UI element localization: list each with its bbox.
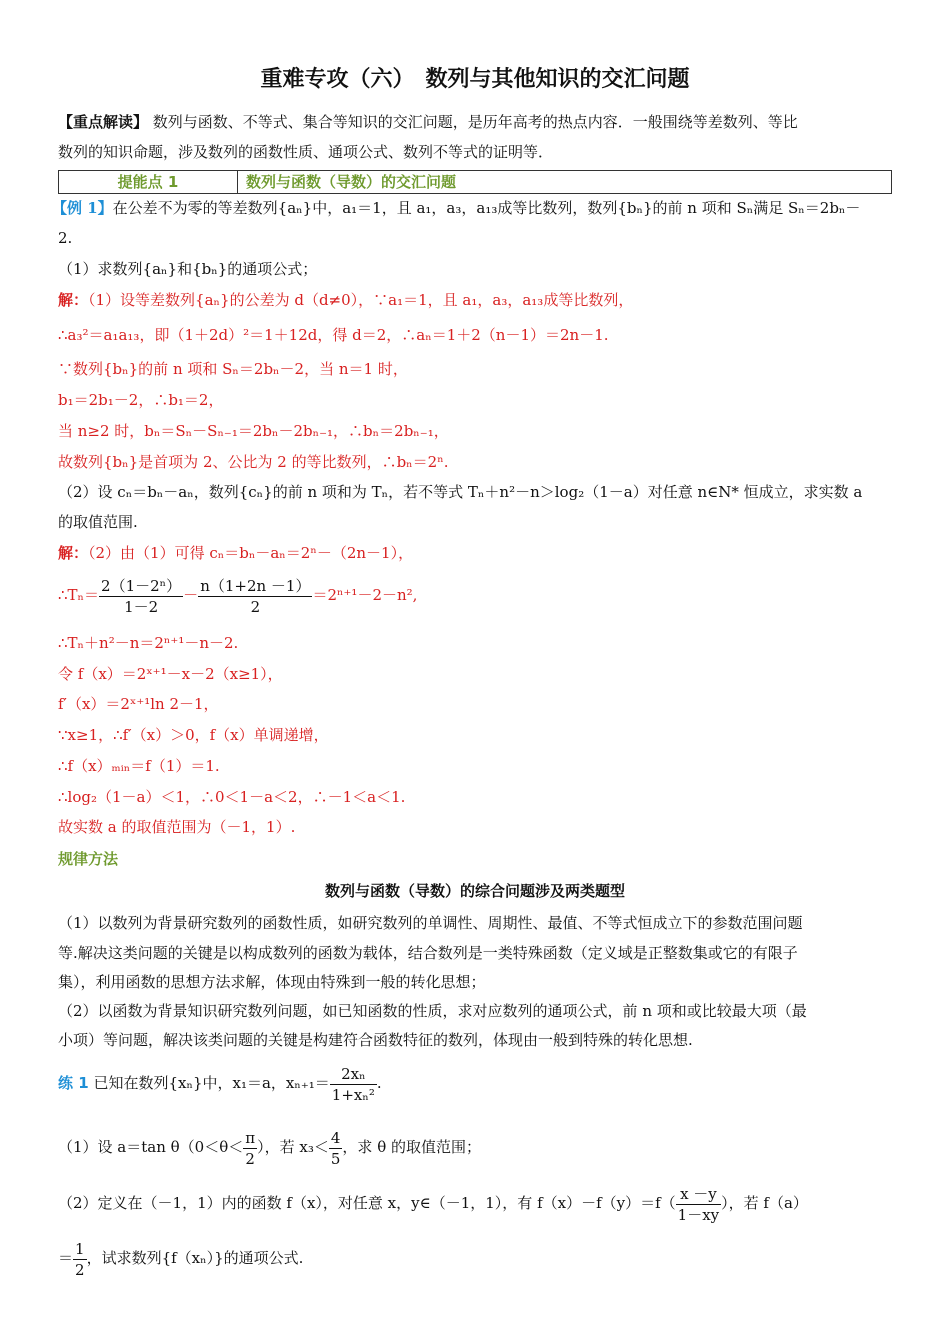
solution2-formula	[58, 574, 417, 617]
practice-fraction	[330, 1064, 377, 1105]
example-line-2: 2.	[58, 229, 73, 247]
practice-text: 已知在数列{xₙ}中，x₁＝a，xₙ₊₁＝	[93, 1074, 330, 1092]
section-label: 提能点 1	[59, 171, 238, 193]
method-p1-line-1: （1）以数列为背景研究数列的函数性质，如研究数列的单调性、周期性、最值、不等式恒成立下的参数范围问题	[58, 914, 803, 932]
practice-period: .	[376, 1074, 382, 1092]
solution2-line-9: 故实数 a 的取值范围为（－1，1）.	[58, 818, 296, 836]
practice-q3-pre: ＝	[58, 1249, 74, 1267]
solution-text-1: （1）设等差数列{aₙ}的公差为 d（d≠0），∵a₁＝1，且 a₁，a₃，a₁₃成等比数列，	[88, 291, 634, 309]
solution2-line-5: f′（x）＝2ˣ⁺¹ln 2－1，	[58, 695, 219, 713]
fraction-1	[99, 576, 183, 617]
section-table	[58, 170, 892, 194]
solution-line-3: ∵数列{bₙ}的前 n 项和 Sₙ＝2bₙ－2，当 n＝1 时，	[58, 360, 408, 378]
solution2-line-8: ∴log₂（1－a）＜1，∴0＜1－a＜2，∴－1＜a＜1.	[58, 788, 406, 806]
method-heading: 数列与函数（导数）的综合问题涉及两类题型	[324, 882, 625, 900]
fraction-2	[198, 576, 312, 617]
solution2-line-6: ∵x≥1，∴f′（x）＞0，f（x）单调递增，	[58, 726, 329, 744]
solution-line-5: 当 n≥2 时，bₙ＝Sₙ－Sₙ₋₁＝2bₙ－2bₙ₋₁，∴bₙ＝2bₙ₋₁，	[58, 422, 449, 440]
practice-q3-end: ，试求数列{f（xₙ）}的通项公式.	[86, 1249, 304, 1267]
half-fraction	[73, 1239, 87, 1280]
practice-q1-text: （1）设 a＝tan θ（0＜θ＜	[58, 1138, 244, 1156]
solution-line-6: 故数列{bₙ}是首项为 2、公比为 2 的等比数列，∴bₙ＝2ⁿ.	[58, 453, 449, 471]
section-heading: 数列与函数（导数）的交汇问题	[246, 173, 457, 191]
method-label: 规律方法	[58, 850, 119, 868]
solution-line-2: ∴a₃²＝a₁a₁₃，即（1＋2d）²＝1＋12d，得 d＝2，∴aₙ＝1＋2（n－1）＝2n－1.	[58, 326, 609, 344]
page-title: 重难专攻（六） 数列与其他知识的交汇问题	[260, 67, 690, 92]
practice-q1-mid: ），若 x₃＜	[257, 1138, 329, 1156]
practice-tag: 练 1	[58, 1074, 89, 1092]
intro-line-2: 数列的知识命题，涉及数列的函数性质、通项公式、数列不等式的证明等．	[58, 143, 554, 161]
xy-fraction	[676, 1184, 721, 1225]
solution2-line-3: ∴Tₙ＋n²－n＝2ⁿ⁺¹－n－2.	[58, 634, 239, 652]
half-numerator: 1	[75, 1239, 85, 1258]
formula-prefix: ∴Tₙ＝	[58, 586, 100, 604]
solution2-tag: 解：	[58, 544, 89, 562]
fraction-2-numerator: n（1+2n －1）	[200, 576, 311, 595]
practice-fraction-denominator: 1+xₙ²	[331, 1085, 375, 1104]
method-p1-line-2: 等.解决这类问题的关键是以构成数列的函数为载体，结合数列是一类特殊函数（定义域是正整数集或它的有限子	[58, 944, 798, 962]
method-p2-line-2: 小项）等问题，解决该类问题的关键是构建符合函数特征的数列，体现由一般到特殊的转化思想.	[58, 1031, 693, 1049]
solution-tag: 解：	[58, 291, 89, 309]
xy-fraction-numerator: x －y	[676, 1184, 721, 1205]
four-fifths-numerator: 4	[330, 1128, 341, 1147]
practice-fraction-numerator: 2xₙ	[330, 1064, 377, 1085]
solution2-line-7: ∴f（x）ₘᵢₙ＝f（1）＝1.	[58, 757, 220, 775]
practice-question-1	[58, 1124, 481, 1170]
practice-line-1	[58, 1060, 382, 1106]
formula-suffix: ＝2ⁿ⁺¹－2－n²,	[312, 586, 418, 604]
four-fifths-denominator: 5	[330, 1149, 341, 1168]
practice-q2-text: （2）定义在（－1，1）内的函数 f（x），对任意 x，y∈（－1，1），有 f（x）－f（y）＝f（	[58, 1194, 676, 1212]
solution-line-4: b₁＝2b₁－2，∴b₁＝2，	[58, 391, 224, 409]
intro-line-1	[58, 111, 798, 133]
practice-q1-end: ，求 θ 的取值范围；	[342, 1138, 481, 1156]
solution2-line-1	[58, 542, 413, 564]
fraction-2-denominator: 2	[250, 597, 261, 616]
method-p1-line-3: 集），利用函数的思想方法求解，体现由特殊到一般的转化思想；	[58, 973, 486, 991]
example-line-1	[52, 197, 860, 219]
solution2-text-1: （2）由（1）可得 cₙ＝bₙ－aₙ＝2ⁿ－（2n－1），	[88, 544, 414, 562]
intro-tag: 【重点解读】	[58, 113, 149, 131]
example-text-1: 在公差不为零的等差数列{aₙ}中，a₁＝1，且 a₁，a₃，a₁₃成等比数列，数列{bₙ}的前 n 项和 Sₙ满足 Sₙ＝2bₙ－	[112, 199, 861, 217]
four-fifths-fraction	[329, 1128, 343, 1169]
question-1: （1）求数列{aₙ}和{bₙ}的通项公式；	[58, 260, 318, 278]
practice-question-2-cont	[58, 1235, 303, 1281]
pi-fraction	[243, 1128, 257, 1169]
solution2-line-4: 令 f（x）＝2ˣ⁺¹－x－2（x≥1），	[58, 665, 283, 683]
pi-fraction-denominator: 2	[245, 1149, 255, 1168]
practice-q2-end: ），若 f（a）	[721, 1194, 808, 1212]
method-p2-line-1: （2）以函数为背景知识研究数列问题，如已知函数的性质，求对应数列的通项公式，前 n 项和或比较最大项（最	[58, 1002, 807, 1020]
half-denominator: 2	[75, 1260, 85, 1279]
fraction-1-numerator: 2（1－2ⁿ）	[101, 576, 182, 595]
question-2-line-1: （2）设 cₙ＝bₙ－aₙ，数列{cₙ}的前 n 项和为 Tₙ，若不等式 Tₙ＋n²－n＞log₂（1－a）对任意 n∈N* 恒成立，求实数 a	[58, 483, 863, 501]
example-tag: 【例 1】	[52, 199, 113, 217]
xy-fraction-denominator: 1－xy	[677, 1205, 720, 1224]
solution-line-1	[58, 289, 633, 311]
formula-minus: －	[183, 586, 199, 604]
practice-question-2	[58, 1180, 808, 1226]
question-2-line-2: 的取值范围.	[58, 513, 138, 531]
intro-text-1: 数列与函数、不等式、集合等知识的交汇问题，是历年高考的热点内容．一般围绕等差数列、等比	[152, 113, 798, 131]
pi-fraction-numerator: π	[245, 1128, 256, 1147]
fraction-1-denominator: 1－2	[124, 597, 159, 616]
